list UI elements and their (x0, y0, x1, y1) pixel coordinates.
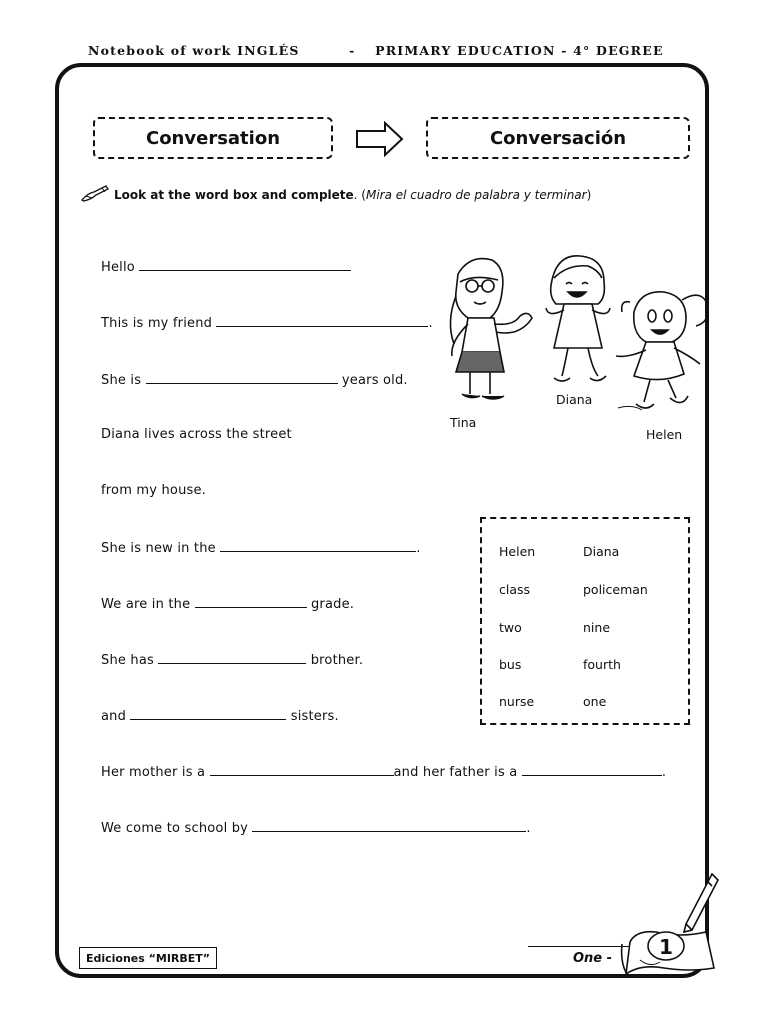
line-text: and (101, 709, 127, 724)
word-item: bus (499, 657, 522, 672)
exercise-line-3 (101, 371, 408, 388)
title-english: Conversation (93, 117, 333, 159)
exercise-line-10 (101, 763, 666, 780)
exercise-line-4 (101, 427, 292, 442)
instruction-bold: Look at the word box and complete (114, 188, 354, 202)
caption-diana: Diana (556, 392, 593, 407)
line-text: . (661, 765, 667, 780)
exercise-line-6 (101, 539, 421, 556)
header-left: Notebook of work INGLÉS (88, 43, 300, 58)
line-text: and her father is a (393, 765, 518, 780)
word-item: policeman (583, 582, 648, 597)
word-item: class (499, 582, 531, 597)
instruction-italic: Mira el cuadro de palabra y terminar (365, 188, 587, 202)
line-text: . (526, 821, 531, 836)
diana-illustration (540, 252, 616, 390)
exercise-line-11 (101, 819, 531, 836)
exercise-line-2 (101, 314, 433, 331)
line-text: We are in the (101, 597, 191, 612)
answer-blank[interactable] (139, 258, 351, 271)
exercise-line-8 (101, 651, 363, 668)
title-spanish: Conversación (426, 117, 690, 159)
exercise-line-9 (101, 707, 339, 724)
caption-helen: Helen (646, 427, 683, 442)
page-number-badge (620, 872, 720, 982)
word-item: Helen (499, 544, 536, 559)
instruction (80, 183, 591, 203)
tina-illustration (440, 252, 536, 408)
line-text: This is my friend (101, 316, 213, 331)
answer-blank[interactable] (195, 595, 307, 608)
right-arrow-icon (355, 121, 405, 157)
line-text: She has (101, 653, 155, 668)
line-text: She is new in the (101, 541, 216, 556)
publisher-label: Ediciones “MIRBET” (79, 947, 217, 969)
line-text: Hello (101, 260, 135, 275)
header-separator: - (349, 43, 356, 58)
word-box (480, 517, 690, 725)
instruction-paren-close: ) (586, 188, 592, 202)
header-right: PRIMARY EDUCATION - 4° DEGREE (375, 43, 664, 58)
answer-blank[interactable] (252, 819, 526, 832)
writing-hand-icon (80, 183, 110, 203)
answer-blank[interactable] (522, 763, 662, 776)
line-text: years old. (341, 373, 408, 388)
line-text: Her mother is a (101, 765, 206, 780)
page-header (88, 43, 688, 58)
instruction-paren-open: . ( (353, 188, 366, 202)
word-item: one (583, 694, 607, 709)
exercise-line-7 (101, 595, 354, 612)
answer-blank[interactable] (130, 707, 286, 720)
line-text: Diana lives across the street (101, 427, 292, 442)
word-item: fourth (583, 657, 621, 672)
exercise-line-5 (101, 483, 206, 498)
line-text: from my house. (101, 483, 207, 498)
helen-illustration (612, 286, 712, 418)
word-item: Diana (583, 544, 620, 559)
line-text: sisters. (290, 709, 339, 724)
page-number: 1 (659, 935, 673, 959)
line-text: We come to school by (101, 821, 249, 836)
caption-tina: Tina (450, 415, 477, 430)
word-item: nurse (499, 694, 535, 709)
word-item: two (499, 620, 522, 635)
answer-blank[interactable] (158, 651, 306, 664)
line-text: grade. (310, 597, 355, 612)
line-text: . (416, 541, 421, 556)
line-text: brother. (310, 653, 364, 668)
answer-blank[interactable] (220, 539, 416, 552)
line-text: . (428, 316, 433, 331)
word-item: nine (583, 620, 611, 635)
answer-blank[interactable] (216, 314, 428, 327)
exercise-line-1 (101, 258, 351, 275)
line-text: She is (101, 373, 142, 388)
page-word: One - (573, 951, 613, 966)
answer-blank[interactable] (146, 371, 338, 384)
answer-blank[interactable] (210, 763, 394, 776)
